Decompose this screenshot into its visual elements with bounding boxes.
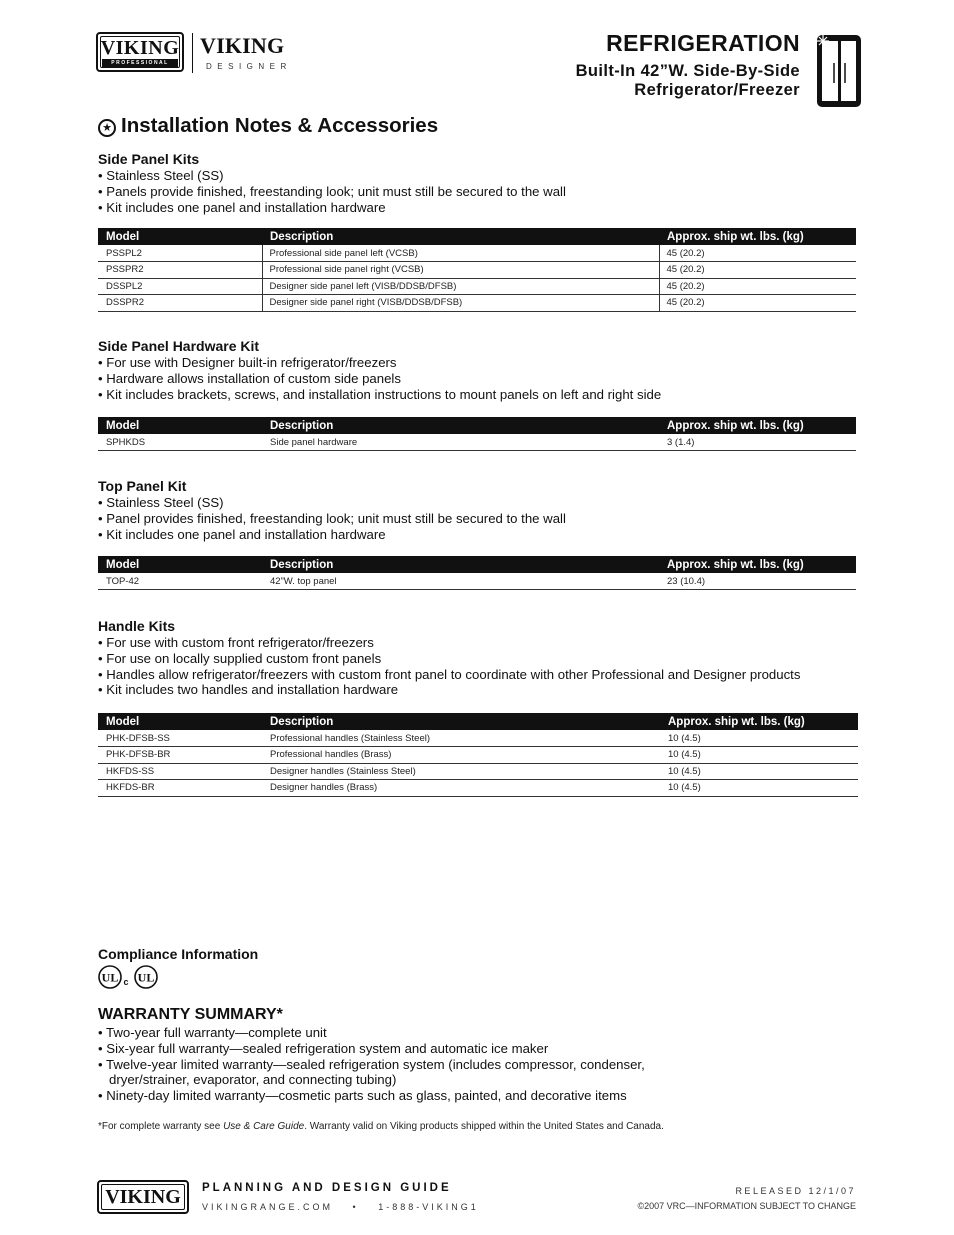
logo-subtitle: PROFESSIONAL xyxy=(102,59,178,67)
bullet-item: • Kit includes one panel and installation hardware xyxy=(98,199,386,215)
cell-model: SPHKDS xyxy=(98,434,262,451)
table-header-row xyxy=(98,417,856,434)
bullet-list xyxy=(98,495,858,542)
section-heading: Side Panel Hardware Kit xyxy=(98,338,260,354)
col-weight: Approx. ship wt. lbs. (kg) xyxy=(659,228,856,245)
spec-table-handle-kits xyxy=(98,713,858,797)
warranty-item: • Two-year full warranty—complete unit xyxy=(98,1025,327,1040)
cell-weight: 45 (20.2) xyxy=(659,278,856,295)
compliance-heading: Compliance Information xyxy=(98,946,259,962)
section-side-panel-kits xyxy=(98,151,858,215)
use-care-guide-reference: Use & Care Guide xyxy=(223,1121,305,1132)
col-model: Model xyxy=(98,228,262,245)
subtitle-line-2: Refrigerator/Freezer xyxy=(634,81,800,99)
cell-model: PHK-DFSB-BR xyxy=(98,747,262,764)
ul-listed-icon xyxy=(98,963,162,991)
warranty-list xyxy=(98,1025,858,1104)
section-side-panel-hardware-kit xyxy=(98,338,858,402)
cell-description: Professional side panel right (VCSB) xyxy=(262,262,659,279)
cell-weight: 45 (20.2) xyxy=(659,295,856,312)
release-date: RELEASED 12/1/07 xyxy=(735,1186,856,1196)
warranty-item: • Ninety-day limited warranty—cosmetic parts such as glass, painted, and decorative items xyxy=(98,1088,627,1104)
star-icon: ★ xyxy=(98,119,116,137)
cell-model: DSSPR2 xyxy=(98,295,262,312)
subtitle-line-1: Built-In 42”W. Side-By-Side xyxy=(575,62,800,80)
cell-description: Professional handles (Brass) xyxy=(262,747,660,764)
warranty-heading: WARRANTY SUMMARY* xyxy=(98,1006,283,1023)
col-model: Model xyxy=(98,713,262,730)
table-row xyxy=(98,262,856,279)
logo-wordmark: VIKING xyxy=(105,1186,181,1208)
cell-weight: 45 (20.2) xyxy=(659,245,856,262)
bullet-item: • Kit includes two handles and installation hardware xyxy=(98,682,399,698)
col-description: Description xyxy=(262,417,659,434)
section-heading: Side Panel Kits xyxy=(98,151,200,167)
table-row xyxy=(98,730,858,747)
cell-weight: 45 (20.2) xyxy=(659,262,856,279)
bullet-item: • Panel provides finished, freestanding look; unit must still be secured to the wall xyxy=(98,510,566,526)
cell-description: Designer handles (Stainless Steel) xyxy=(262,763,660,780)
col-weight: Approx. ship wt. lbs. (kg) xyxy=(660,713,858,730)
bullet-list xyxy=(98,168,858,215)
website-link[interactable]: VIKINGRANGE.COM xyxy=(202,1202,334,1212)
col-description: Description xyxy=(262,556,659,573)
ul-mark-text: UL xyxy=(101,970,119,985)
page-title xyxy=(98,114,438,138)
cell-weight: 10 (4.5) xyxy=(660,780,858,797)
viking-professional-logo xyxy=(96,32,184,72)
table-row xyxy=(98,763,858,780)
bullet-item: • Kit includes brackets, screws, and installation instructions to mount panels on left and right side xyxy=(98,386,662,402)
logo-divider xyxy=(192,33,193,73)
cell-weight: 10 (4.5) xyxy=(660,730,858,747)
cell-model: DSSPL2 xyxy=(98,278,262,295)
cell-model: HKFDS-BR xyxy=(98,780,262,797)
cell-description: Side panel hardware xyxy=(262,434,659,451)
warranty-item: • Six-year full warranty—sealed refrigeration system and automatic ice maker xyxy=(98,1040,549,1056)
phone-number: 1-888-VIKING1 xyxy=(378,1202,479,1212)
page-title-text: Installation Notes & Accessories xyxy=(121,114,439,137)
cell-model: PSSPR2 xyxy=(98,262,262,279)
viking-footer-logo xyxy=(97,1180,189,1214)
cell-model: HKFDS-SS xyxy=(98,763,262,780)
col-description: Description xyxy=(262,228,659,245)
bullet-item: • Kit includes one panel and installation hardware xyxy=(98,526,386,542)
bullet-item: • Stainless Steel (SS) xyxy=(98,168,224,183)
table-row xyxy=(98,295,856,312)
bullet-item: • For use with custom front refrigerator/freezers xyxy=(98,635,374,650)
logo-subtitle: DESIGNER xyxy=(206,62,292,71)
cell-description: Designer handles (Brass) xyxy=(262,780,660,797)
warranty-item: • Twelve-year limited warranty—sealed refrigeration system (includes compressor, condenser, dryer/strainer, evaporator, and connecting tubing) xyxy=(98,1056,645,1088)
bullet-item: • For use on locally supplied custom front panels xyxy=(98,650,382,666)
table-row xyxy=(98,747,858,764)
separator-bullet: • xyxy=(352,1202,359,1212)
table-header-row xyxy=(98,713,858,730)
col-model: Model xyxy=(98,556,262,573)
spec-table-top-panel-kit xyxy=(98,556,856,590)
viking-designer-logo xyxy=(200,33,295,73)
section-handle-kits xyxy=(98,618,858,698)
cell-description: Designer side panel left (VISB/DDSB/DFSB) xyxy=(262,278,659,295)
col-weight: Approx. ship wt. lbs. (kg) xyxy=(659,556,856,573)
spec-table-side-panel-hardware-kit xyxy=(98,417,856,451)
refrigerator-icon xyxy=(813,31,863,109)
table-row xyxy=(98,573,856,590)
table-header-row xyxy=(98,556,856,573)
table-row xyxy=(98,434,856,451)
col-model: Model xyxy=(98,417,262,434)
section-top-panel-kit xyxy=(98,478,858,542)
logo-wordmark: VIKING xyxy=(200,33,285,58)
category-title: REFRIGERATION xyxy=(606,30,800,56)
footer-guide-title: PLANNING AND DESIGN GUIDE xyxy=(202,1182,452,1194)
cell-model: PHK-DFSB-SS xyxy=(98,730,262,747)
cell-description: Professional handles (Stainless Steel) xyxy=(262,730,660,747)
cell-weight: 10 (4.5) xyxy=(660,747,858,764)
cell-description: Designer side panel right (VISB/DDSB/DFSB) xyxy=(262,295,659,312)
bullet-list xyxy=(98,355,858,402)
col-weight: Approx. ship wt. lbs. (kg) xyxy=(659,417,856,434)
cell-weight: 10 (4.5) xyxy=(660,763,858,780)
copyright-notice: ©2007 VRC—INFORMATION SUBJECT TO CHANGE xyxy=(637,1201,856,1211)
footer-contact xyxy=(202,1202,479,1212)
spec-table-side-panel-kits xyxy=(98,228,856,312)
bullet-list xyxy=(98,635,858,698)
cell-model: TOP-42 xyxy=(98,573,262,590)
table-row xyxy=(98,780,858,797)
cell-description: Professional side panel left (VCSB) xyxy=(262,245,659,262)
c-mark-text: c xyxy=(123,977,129,987)
bullet-item: • For use with Designer built-in refrigerator/freezers xyxy=(98,355,397,370)
cell-weight: 3 (1.4) xyxy=(659,434,856,451)
bullet-item: • Stainless Steel (SS) xyxy=(98,495,224,510)
bullet-item: • Panels provide finished, freestanding look; unit must still be secured to the wall xyxy=(98,183,566,199)
bullet-item: • Handles allow refrigerator/freezers with custom front panel to coordinate with other Professional and Designer products xyxy=(98,666,801,682)
bullet-item: • Hardware allows installation of custom side panels xyxy=(98,370,401,386)
table-header-row xyxy=(98,228,856,245)
col-description: Description xyxy=(262,713,660,730)
product-subtitle xyxy=(480,62,800,100)
logo-wordmark: VIKING xyxy=(100,37,180,59)
section-heading: Handle Kits xyxy=(98,618,176,634)
table-row xyxy=(98,278,856,295)
section-heading: Top Panel Kit xyxy=(98,478,187,494)
cul-mark-text: UL xyxy=(137,970,155,985)
cell-weight: 23 (10.4) xyxy=(659,573,856,590)
cell-description: 42”W. top panel xyxy=(262,573,659,590)
table-row xyxy=(98,245,856,262)
warranty-footnote: *For complete warranty see Use & Care Guide. Warranty valid on Viking products shipped within the United States and Canada. xyxy=(98,1121,664,1132)
cell-model: PSSPL2 xyxy=(98,245,262,262)
